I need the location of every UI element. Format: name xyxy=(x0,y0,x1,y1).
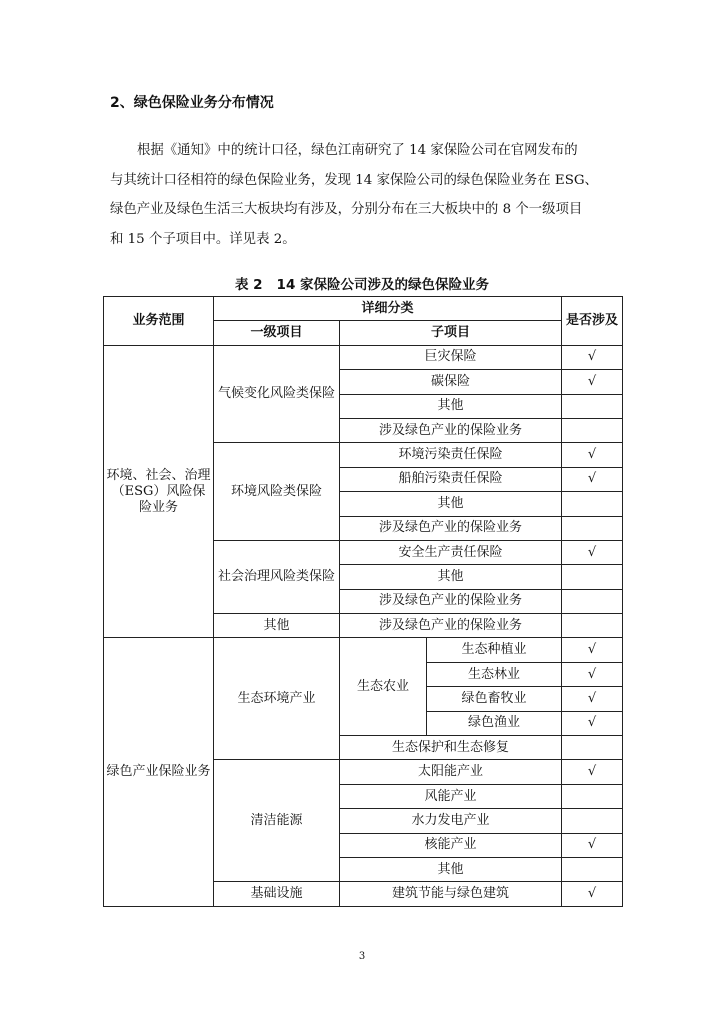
sub-item-cell: 太阳能产业 xyxy=(340,760,562,784)
involved-cell: √ xyxy=(562,540,623,564)
sub-item-cell: 其他 xyxy=(340,394,562,418)
involved-cell: √ xyxy=(562,467,623,491)
sub-item-cell: 其他 xyxy=(340,857,562,881)
header-detail: 详细分类 xyxy=(214,297,562,321)
sub-item-cell: 水力发电产业 xyxy=(340,809,562,833)
involved-cell: √ xyxy=(562,443,623,467)
table-row xyxy=(104,345,623,369)
green-insurance-table xyxy=(103,296,623,907)
paragraph-line: 根据《通知》中的统计口径，绿色江南研究了 14 家保险公司在官网发布的 xyxy=(137,143,578,158)
sub-item-cell: 巨灾保险 xyxy=(340,345,562,369)
involved-cell xyxy=(562,492,623,516)
involved-cell xyxy=(562,516,623,540)
table-row xyxy=(104,638,623,662)
sub-item-cell: 环境污染责任保险 xyxy=(340,443,562,467)
table-header-row xyxy=(104,297,623,321)
sub-item-cell: 绿色渔业 xyxy=(427,711,562,735)
involved-cell xyxy=(562,809,623,833)
sub-item-cell: 生态种植业 xyxy=(427,638,562,662)
involved-cell: √ xyxy=(562,662,623,686)
sub-item-cell: 涉及绿色产业的保险业务 xyxy=(340,614,562,638)
involved-cell: √ xyxy=(562,760,623,784)
scope-cell: 环境、社会、治理（ESG）风险保险业务 xyxy=(104,345,214,638)
level1-cell: 社会治理风险类保险 xyxy=(214,540,340,613)
sub-item-cell: 绿色畜牧业 xyxy=(427,687,562,711)
level1-cell: 生态环境产业 xyxy=(214,638,340,760)
body-paragraph xyxy=(110,136,615,254)
sub-item-cell: 其他 xyxy=(340,492,562,516)
involved-cell xyxy=(562,589,623,613)
sub-item-cell: 涉及绿色产业的保险业务 xyxy=(340,418,562,442)
paragraph-line: 绿色产业及绿色生活三大板块均有涉及，分别分布在三大板块中的 8 个一级项目 xyxy=(110,202,583,217)
sub-item-cell: 建筑节能与绿色建筑 xyxy=(340,882,562,906)
header-involved: 是否涉及 xyxy=(562,297,623,346)
table-title: 14 家保险公司涉及的绿色保险业务 xyxy=(276,277,490,293)
involved-cell xyxy=(562,736,623,760)
sub-item-cell: 生态林业 xyxy=(427,662,562,686)
header-scope: 业务范围 xyxy=(104,297,214,346)
level1-cell: 清洁能源 xyxy=(214,760,340,882)
section-heading: 2、绿色保险业务分布情况 xyxy=(110,95,274,111)
scope-cell: 绿色产业保险业务 xyxy=(104,638,214,906)
involved-cell xyxy=(562,857,623,881)
sub-item-cell: 风能产业 xyxy=(340,784,562,808)
involved-cell: √ xyxy=(562,882,623,906)
level1-cell: 环境风险类保险 xyxy=(214,443,340,541)
involved-cell xyxy=(562,394,623,418)
involved-cell: √ xyxy=(562,711,623,735)
table-caption xyxy=(0,273,724,293)
involved-cell: √ xyxy=(562,687,623,711)
involved-cell xyxy=(562,418,623,442)
involved-cell: √ xyxy=(562,345,623,369)
level1-cell: 其他 xyxy=(214,614,340,638)
level1-cell: 气候变化风险类保险 xyxy=(214,345,340,443)
involved-cell: √ xyxy=(562,833,623,857)
table-number: 表 2 xyxy=(234,277,263,293)
page-number: 3 xyxy=(358,951,366,962)
sub-item-cell: 船舶污染责任保险 xyxy=(340,467,562,491)
sub-item-cell: 涉及绿色产业的保险业务 xyxy=(340,589,562,613)
paragraph-line: 与其统计口径相符的绿色保险业务，发现 14 家保险公司的绿色保险业务在 ESG、 xyxy=(110,172,598,188)
sub-item-cell: 涉及绿色产业的保险业务 xyxy=(340,516,562,540)
paragraph-line: 和 15 个子项目中。详见表 2。 xyxy=(110,231,296,247)
sub-item-cell: 碳保险 xyxy=(340,370,562,394)
header-level1: 一级项目 xyxy=(214,321,340,345)
sub-item-cell: 安全生产责任保险 xyxy=(340,540,562,564)
header-sub: 子项目 xyxy=(340,321,562,345)
sub-item-cell: 其他 xyxy=(340,565,562,589)
sub-item-cell: 核能产业 xyxy=(340,833,562,857)
involved-cell xyxy=(562,784,623,808)
level2-cell: 生态农业 xyxy=(340,638,427,736)
involved-cell: √ xyxy=(562,638,623,662)
involved-cell xyxy=(562,614,623,638)
level1-cell: 基础设施 xyxy=(214,882,340,906)
sub-item-cell: 生态保护和生态修复 xyxy=(340,736,562,760)
involved-cell: √ xyxy=(562,370,623,394)
involved-cell xyxy=(562,565,623,589)
